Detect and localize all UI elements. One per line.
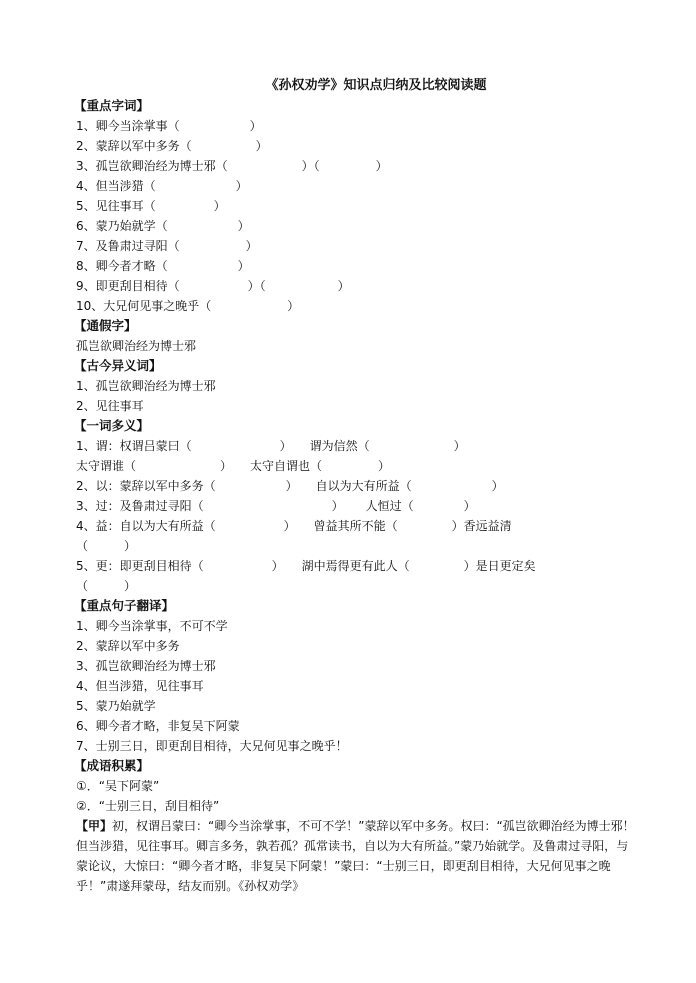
keyword-item: 1、卿今当涂掌事（ ） — [76, 119, 262, 133]
keyword-item: 2、蒙辞以军中多务（ ） — [76, 139, 268, 153]
section-heading-chengyu: 【成语积累】 — [74, 758, 150, 773]
chengyu-item: ②．“士别三日，刮目相待” — [76, 799, 220, 813]
yici-item: 2、以：蒙辞以军中多务（ ） 自以为大有所益（ ） — [76, 479, 504, 493]
section-heading-yici: 【一词多义】 — [74, 418, 150, 433]
tongjia-text: 孤岂欲卿治经为博士邪 — [76, 339, 197, 353]
gujin-item: 1、孤岂欲卿治经为博士邪 — [76, 379, 216, 393]
fanyi-item: 1、卿今当涂掌事，不可不学 — [76, 619, 228, 633]
yici-blank: （ ） — [76, 579, 137, 593]
passage-label: 【甲】 — [76, 819, 113, 833]
section-heading-gujin: 【古今异义词】 — [74, 358, 162, 373]
yici-item: 4、益：自以为大有所益（ ） 曾益其所不能（ ）香远益清 — [76, 519, 512, 533]
fanyi-item: 7、士别三日，即更刮目相待，大兄何见事之晚乎！ — [76, 739, 348, 753]
section-heading-tongjia: 【通假字】 — [74, 318, 137, 333]
page-title: 《孙权劝学》知识点归纳及比较阅读题 — [265, 78, 487, 93]
fanyi-item: 4、但当涉猎，见往事耳 — [76, 679, 204, 693]
passage-text: 初，权谓吕蒙曰：“卿今当涂掌事，不可不学！”蒙辞以军中多务。权曰：“孤岂欲卿治经为博士邪！但当涉猎，见往事耳。卿言多务，孰若孤？孤常读书，自以为大有所益。”蒙乃始就学。及鲁肃过寻阳，与蒙论议，大惊曰：“卿今者才略，非复吴下阿蒙！”蒙曰：“士别三日，即更刮目相待，大兄何见事之晚乎！”肃遂拜蒙母，结友而别。《孙权劝学》 — [76, 819, 635, 893]
section-heading-keywords: 【重点字词】 — [74, 98, 150, 113]
fanyi-item: 3、孤岂欲卿治经为博士邪 — [76, 659, 216, 673]
keyword-item: 4、但当涉猎（ ） — [76, 179, 248, 193]
section-heading-fanyi: 【重点句子翻译】 — [74, 598, 175, 613]
fanyi-item: 5、蒙乃始就学 — [76, 699, 156, 713]
fanyi-item: 2、蒙辞以军中多务 — [76, 639, 180, 653]
fanyi-item: 6、卿今者才略，非复吴下阿蒙 — [76, 719, 240, 733]
yici-item: 3、过：及鲁肃过寻阳（ ） 人恒过（ ） — [76, 499, 476, 513]
keyword-item: 6、蒙乃始就学（ ） — [76, 219, 250, 233]
chengyu-item: ①．“吴下阿蒙” — [76, 779, 160, 793]
passage-jia — [76, 816, 636, 896]
gujin-item: 2、见往事耳 — [76, 399, 144, 413]
keyword-item: 7、及鲁肃过寻阳（ ） — [76, 239, 258, 253]
worksheet-page — [76, 76, 636, 896]
yici-item: 1、谓：权谓吕蒙曰（ ） 谓为信然（ ） — [76, 439, 466, 453]
keyword-item: 9、即更刮目相待（ ）（ ） — [76, 279, 350, 293]
keyword-item: 10、大兄何见事之晚乎（ ） — [76, 299, 300, 313]
keyword-item: 5、见往事耳（ ） — [76, 199, 226, 213]
keyword-item: 3、孤岂欲卿治经为博士邪（ ）（ ） — [76, 159, 388, 173]
keyword-item: 8、卿今者才略（ ） — [76, 259, 250, 273]
yici-blank: （ ） — [76, 539, 137, 553]
yici-item: 5、更：即更刮目相待（ ） 湖中焉得更有此人（ ）是日更定矣 — [76, 559, 536, 573]
yici-item: 太守谓谁（ ） 太守自谓也（ ） — [76, 459, 391, 473]
